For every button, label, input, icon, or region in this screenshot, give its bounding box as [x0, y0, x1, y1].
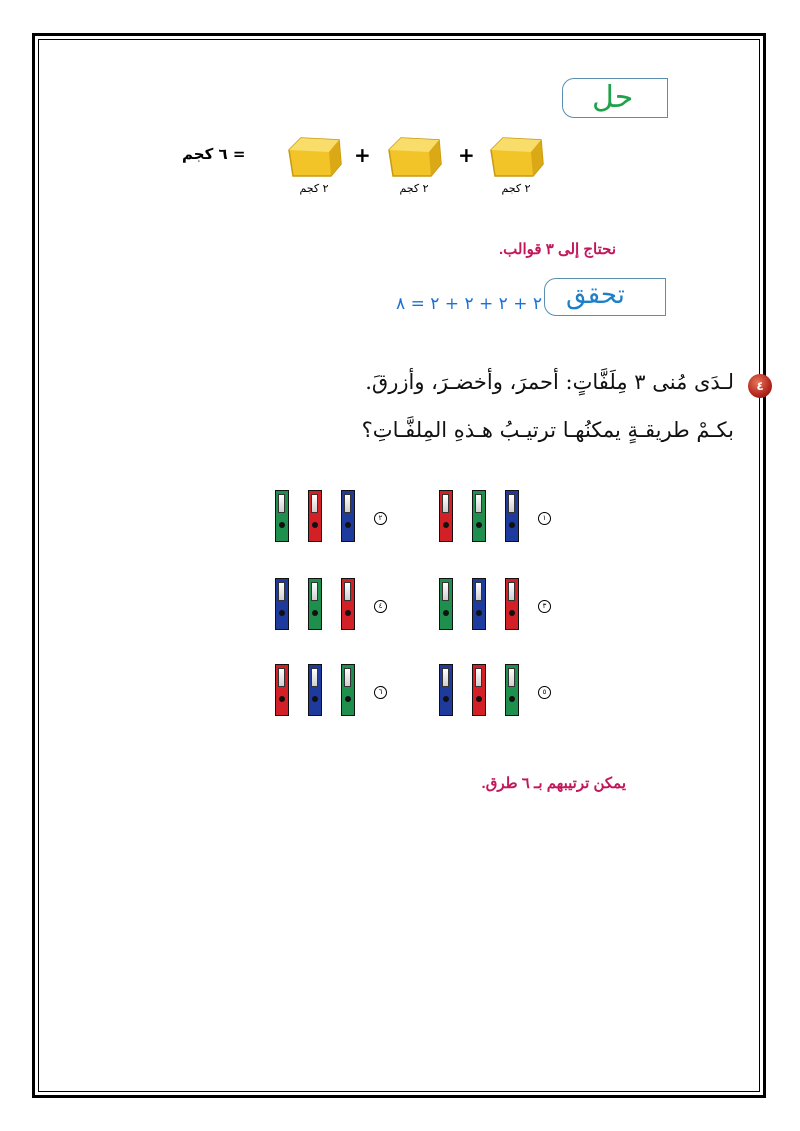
check-tab-label: تحقق [566, 280, 625, 310]
folder-red [341, 578, 355, 630]
folder-blue [308, 664, 322, 716]
arrangement-label: ٤ [374, 600, 387, 613]
cheese-result: = ٦ كجم [182, 145, 246, 163]
cheese-caption: ٢ كجم [299, 182, 329, 195]
folder-blue [439, 664, 453, 716]
cheese-icon [283, 134, 345, 182]
page-border-inner [38, 39, 760, 1092]
cheese-icon [383, 134, 445, 182]
cheese-icon [485, 134, 547, 182]
folder-blue [275, 578, 289, 630]
arrangement-label: ٦ [374, 686, 387, 699]
cheese-caption: ٢ كجم [501, 182, 531, 195]
folder-red [308, 490, 322, 542]
problem-number-badge: ٤ [748, 374, 772, 398]
check-equation: ٢ + ٢ + ٢ + ٢ = ٨ [396, 294, 542, 314]
folder-green [308, 578, 322, 630]
solve-tab-label: حل [592, 80, 634, 115]
arrangement-label: ٣ [538, 600, 551, 613]
plus-sign: + [458, 143, 475, 167]
arrangement-label: ٥ [538, 686, 551, 699]
folder-red [472, 664, 486, 716]
arrangement-label: ٢ [374, 512, 387, 525]
folder-blue [505, 490, 519, 542]
problem-line-1: لـدَى مُنى ٣ مِلَفَّاتٍ: أحمرَ، وأخضـرَ، وأزرقَ. [365, 370, 734, 394]
answer-molds: نحتاج إلى ٣ قوالب. [498, 241, 616, 258]
folder-green [341, 664, 355, 716]
answer-ways: يمكن ترتيبهم بـ ٦ طرق. [481, 775, 626, 792]
folder-green [472, 490, 486, 542]
arrangement-label: ١ [538, 512, 551, 525]
folder-red [275, 664, 289, 716]
folder-green [275, 490, 289, 542]
folder-green [505, 664, 519, 716]
folder-red [505, 578, 519, 630]
plus-sign: + [354, 143, 371, 167]
problem-line-2: بكـمْ طريقـةٍ يمكنُهـا ترتيـبُ هـذهِ المِلفَّـاتِ؟ [361, 418, 734, 442]
folder-blue [341, 490, 355, 542]
folder-blue [472, 578, 486, 630]
folder-red [439, 490, 453, 542]
cheese-caption: ٢ كجم [399, 182, 429, 195]
folder-green [439, 578, 453, 630]
